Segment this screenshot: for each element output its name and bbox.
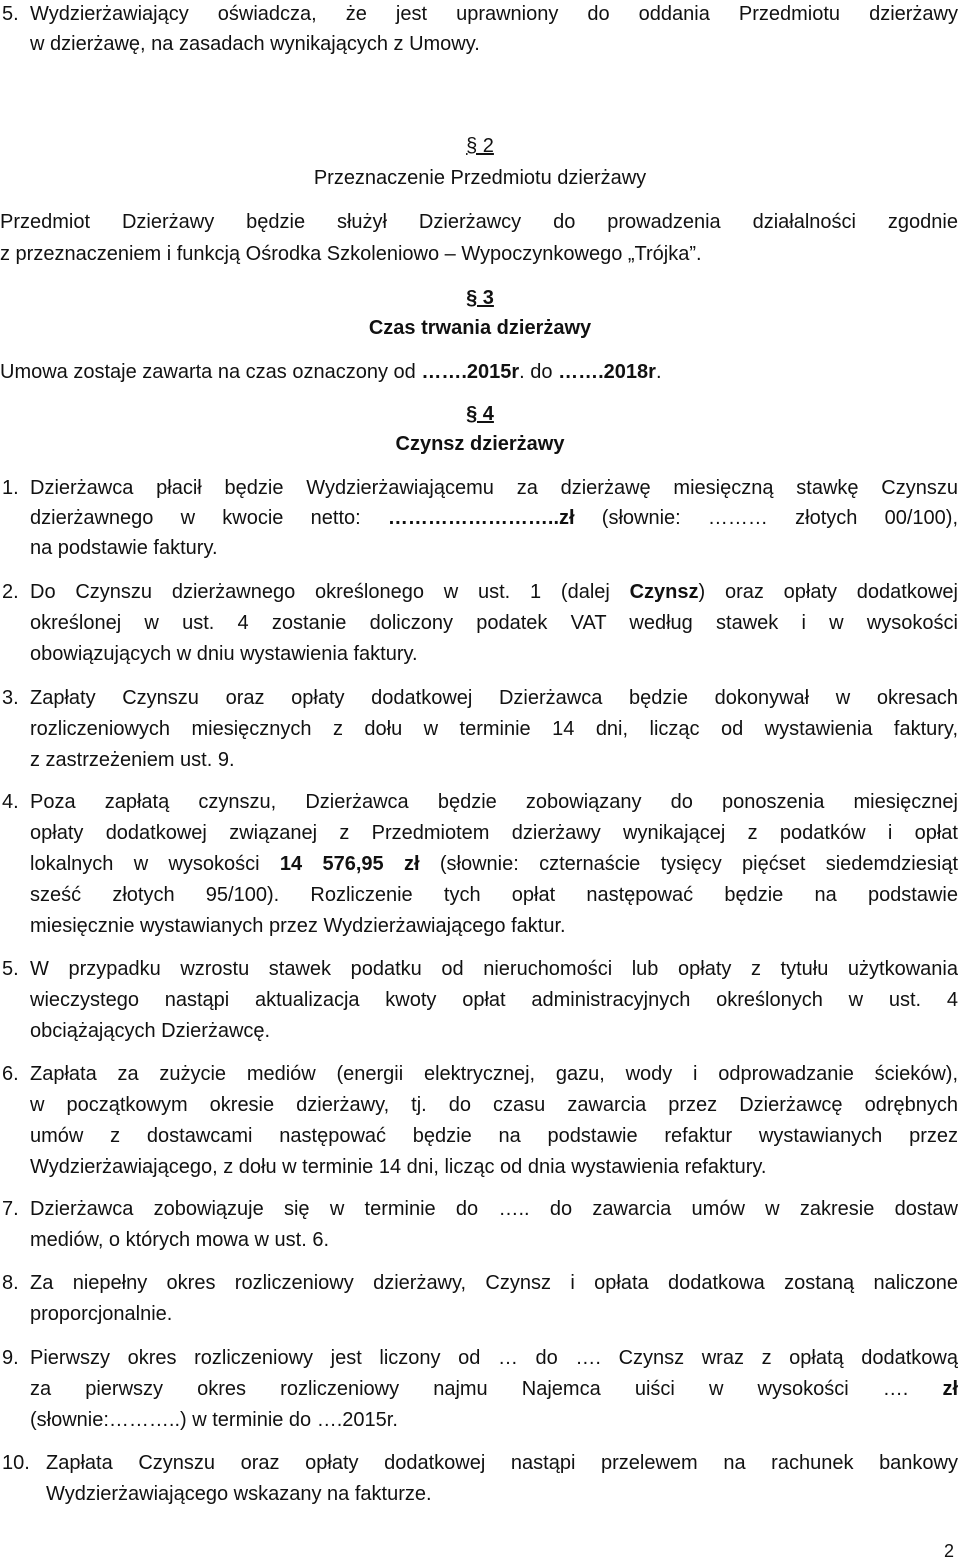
paragraph-line: na podstawie faktury. [30, 537, 218, 559]
text-span: dzierżawnego w kwocie netto: [30, 507, 388, 529]
item-number: 6. [2, 1063, 19, 1085]
paragraph-line [30, 580, 958, 604]
paragraph-line: obowiązujących w dniu wystawienia faktury. [30, 643, 418, 665]
date-to: …….2018r [558, 361, 656, 383]
paragraph-line: Dzierżawca zobowiązuje się w terminie do ….. do zawarcia umów w zakresie dostaw [30, 1198, 958, 1220]
paragraph-line: umów z dostawcami następować będzie na podstawie refaktur wystawianych przez [30, 1125, 958, 1147]
text-span: . [655, 361, 662, 383]
paragraph-line: miesięcznie wystawianych przez Wydzierżawiającego faktur. [30, 915, 566, 937]
paragraph-line: Wydzierżawiającego wskazany na fakturze. [46, 1483, 432, 1505]
item-number: 3. [2, 687, 19, 709]
section-mark [0, 402, 960, 426]
item-number: 4. [2, 791, 19, 813]
paragraph-line: Pierwszy okres rozliczeniowy jest liczony od … do …. Czynsz wraz z opłatą dodatkową [30, 1347, 958, 1369]
section-mark: § 2 [466, 135, 494, 157]
section-title: Czynsz dzierżawy [395, 433, 565, 455]
bold-term: Czynsz [629, 581, 699, 603]
text-span: (słownie: ……… złotych 00/100), [574, 507, 959, 529]
section-title: Czas trwania dzierżawy [368, 317, 592, 339]
paragraph-line: w początkowym okresie dzierżawy, tj. do czasu zawarcia przez Dzierżawcę odrębnych [30, 1094, 958, 1116]
item-number: 5. [2, 958, 19, 980]
item-number: 5. [2, 3, 19, 25]
paragraph-line: proporcjonalnie. [30, 1303, 173, 1325]
paragraph-line: obciążających Dzierżawcę. [30, 1020, 271, 1042]
page-number: 2 [943, 1541, 954, 1561]
fee-amount: 14 576,95 zł [279, 853, 420, 875]
item-number: 10. [2, 1452, 30, 1474]
item-number: 8. [2, 1272, 19, 1294]
text-span: lokalnych w wysokości [30, 853, 280, 875]
text-span: ) oraz opłaty dodatkowej [698, 581, 958, 603]
paragraph-line: (słownie:………..) w terminie do ….2015r. [30, 1409, 398, 1431]
paragraph-line: Zapłata za zużycie mediów (energii elektrycznej, gazu, wody i odprowadzanie ścieków), [30, 1063, 958, 1085]
paragraph-line: rozliczeniowych miesięcznych z dołu w terminie 14 dni, licząc od wystawienia faktury, [30, 718, 958, 740]
paragraph-line: Zapłaty Czynszu oraz opłaty dodatkowej Dzierżawca będzie dokonywał w okresach [30, 687, 958, 709]
paragraph-line [30, 852, 958, 876]
text-span: . do [519, 361, 559, 383]
text-span: Do Czynszu dzierżawnego określonego w ust. 1 (dalej [30, 581, 630, 603]
paragraph-line: Wydzierżawiający oświadcza, że jest uprawniony do oddania Przedmiotu dzierżawy [30, 3, 958, 25]
paragraph-line: Wydzierżawiającego, z dołu w terminie 14 dni, licząc od dnia wystawienia refaktury. [30, 1156, 767, 1178]
text-span: Umowa zostaje zawarta na czas oznaczony od [0, 361, 422, 383]
date-from: …….2015r [421, 361, 520, 383]
paragraph-line [0, 360, 662, 384]
item-number: 2. [2, 581, 19, 603]
text-span: za pierwszy okres rozliczeniowy najmu Najemca uiści w wysokości …. [30, 1378, 909, 1400]
text-span: (słownie: czternaście tysięcy pięćset siedemdziesiąt [419, 853, 958, 875]
paragraph-line [30, 506, 958, 530]
rent-amount: ……………………..zł [387, 507, 575, 529]
paragraph-line: Dzierżawca płacił będzie Wydzierżawiającemu za dzierżawę miesięczną stawkę Czynszu [30, 477, 958, 499]
paragraph-line: Za niepełny okres rozliczeniowy dzierżawy, Czynsz i opłata dodatkowa zostaną naliczone [30, 1272, 958, 1294]
paragraph-line: z zastrzeżeniem ust. 9. [30, 749, 235, 771]
paragraph-line: Poza zapłatą czynszu, Dzierżawca będzie zobowiązany do ponoszenia miesięcznej [30, 791, 958, 813]
paragraph-line: określonej w ust. 4 zostanie doliczony podatek VAT według stawek i w wysokości [30, 612, 958, 634]
currency-unit: zł [942, 1378, 958, 1400]
paragraph-line: sześć złotych 95/100). Rozliczenie tych opłat następować będzie na podstawie [30, 884, 958, 906]
paragraph-line: Zapłata Czynszu oraz opłaty dodatkowej nastąpi przelewem na rachunek bankowy [46, 1452, 958, 1474]
paragraph-line [30, 1377, 958, 1401]
item-number: 9. [2, 1347, 19, 1369]
section-mark-text: § 4 [466, 403, 494, 425]
paragraph-line: opłaty dodatkowej związanej z Przedmiotem dzierżawy wynikającej z podatków i opłat [30, 822, 958, 844]
item-number: 1. [2, 477, 19, 499]
section-title: Przeznaczenie Przedmiotu dzierżawy [313, 167, 647, 189]
paragraph-line: mediów, o których mowa w ust. 6. [30, 1229, 330, 1251]
paragraph-line: wieczystego nastąpi aktualizacja kwoty opłat administracyjnych określonych w ust. 4 [30, 989, 958, 1011]
paragraph-line: w dzierżawę, na zasadach wynikających z Umowy. [30, 33, 480, 55]
section-mark-text: § 3 [466, 287, 494, 309]
item-number: 7. [2, 1198, 19, 1220]
paragraph-line: z przeznaczeniem i funkcją Ośrodka Szkoleniowo – Wypoczynkowego „Trójka”. [0, 243, 702, 265]
paragraph-line: W przypadku wzrostu stawek podatku od nieruchomości lub opłaty z tytułu użytkowania [30, 958, 958, 980]
section-mark [0, 286, 960, 310]
paragraph-line: Przedmiot Dzierżawy będzie służył Dzierżawcy do prowadzenia działalności zgodnie [0, 211, 958, 233]
